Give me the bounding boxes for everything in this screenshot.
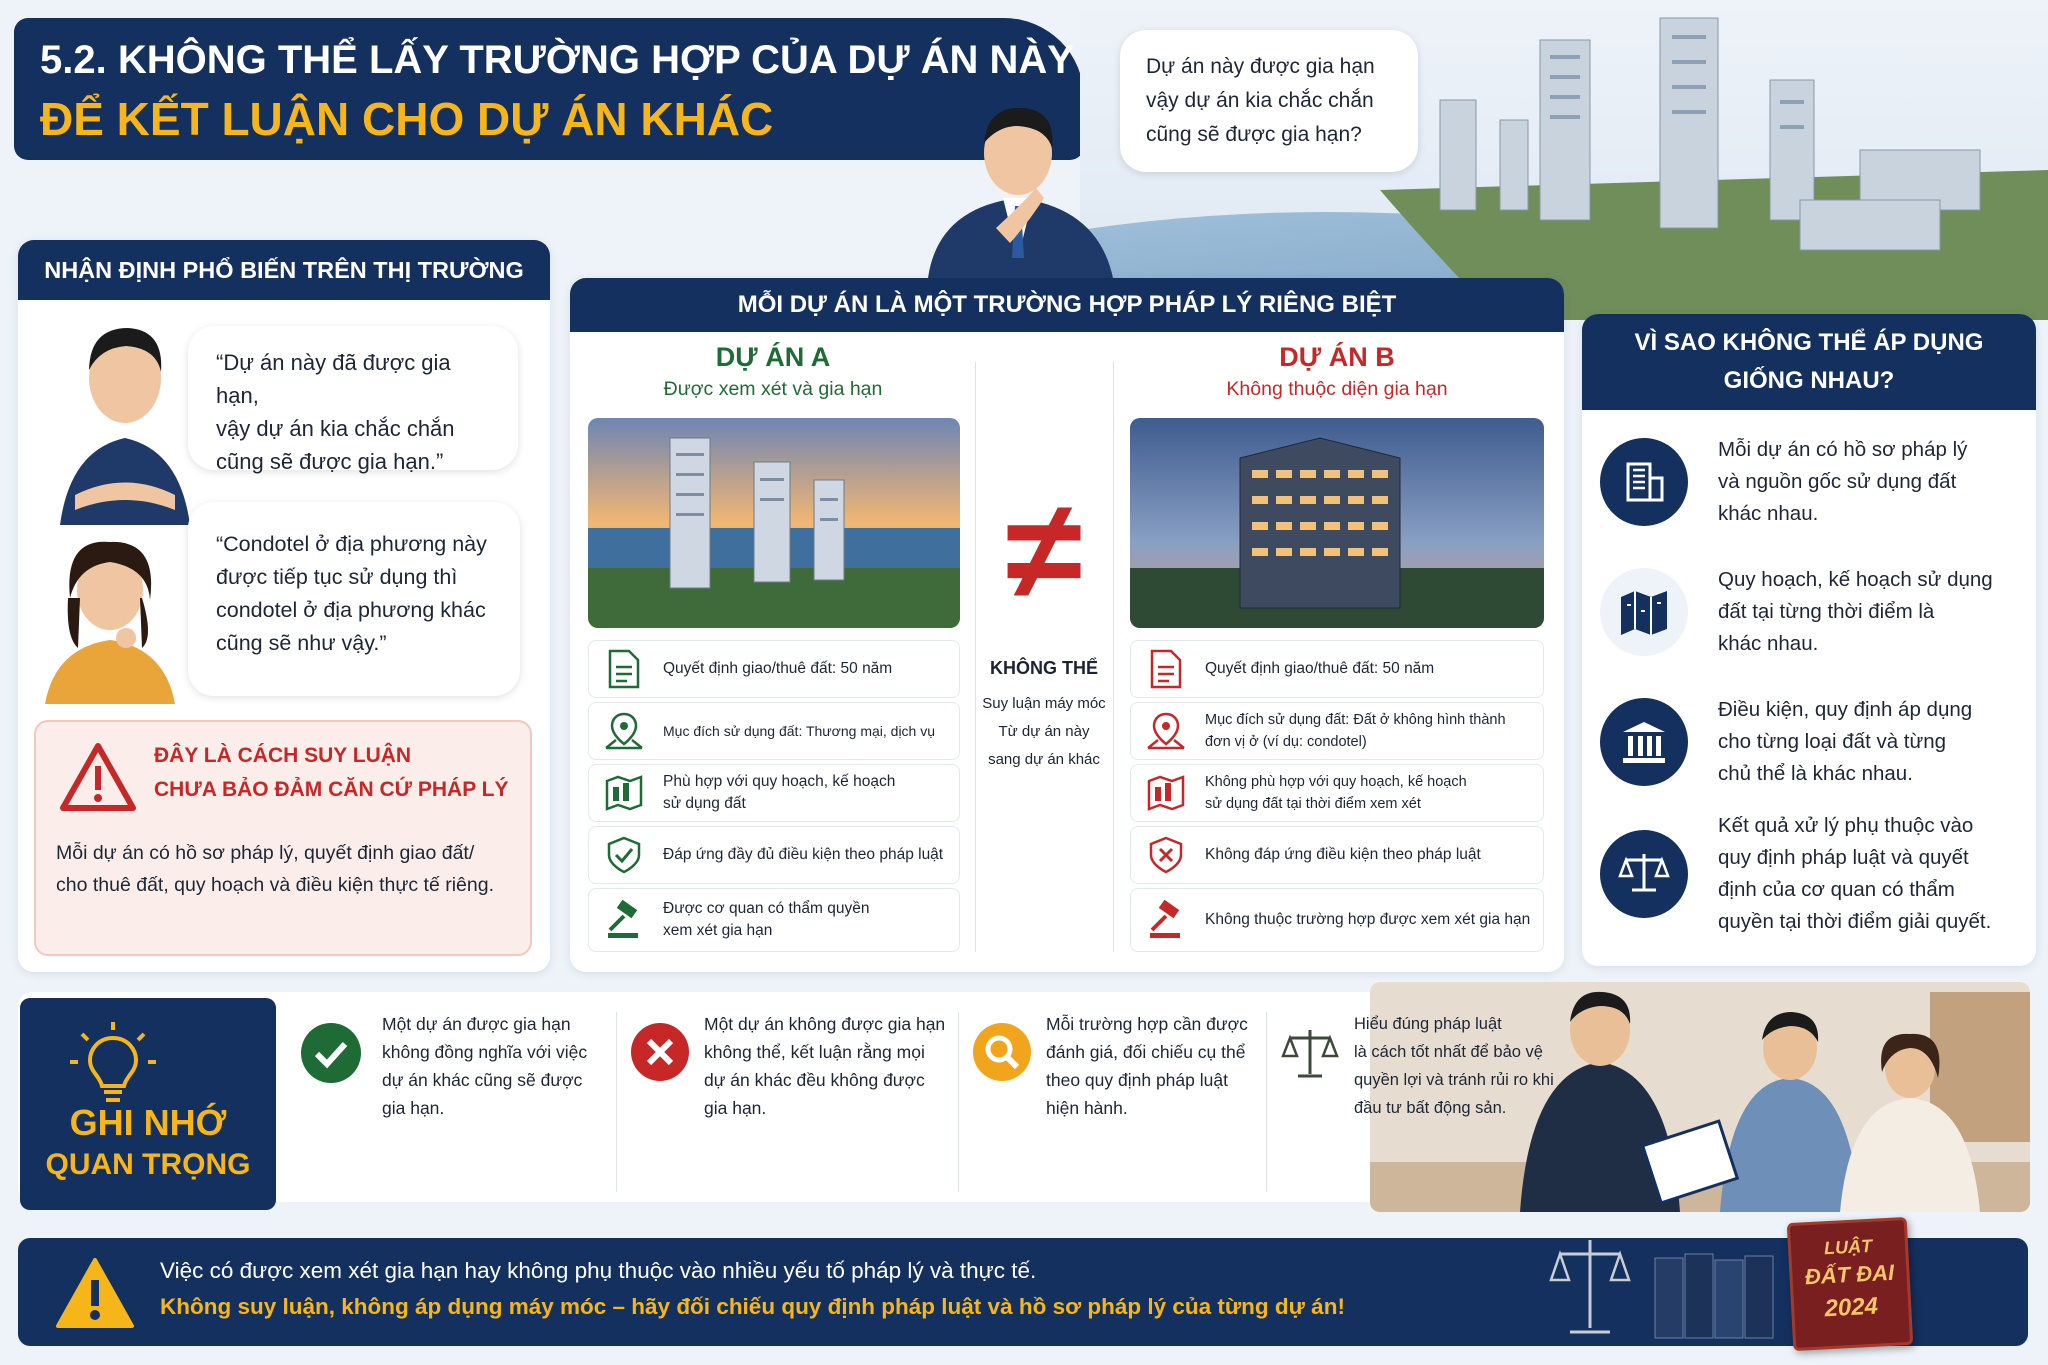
memo-line: đầu tư bất động sản.: [1354, 1099, 1507, 1117]
row-text: đơn vị ở (ví dụ: condotel): [1205, 734, 1367, 750]
book-title-1: LUẬT: [1823, 1235, 1873, 1259]
why-line: cho từng loại đất và từng: [1718, 730, 1947, 753]
market-opinion-header: [18, 240, 550, 300]
x-circle-icon: [630, 1022, 692, 1170]
why-list: [1600, 434, 2030, 938]
project-b-row-planning: [1130, 764, 1544, 822]
project-a-criteria-list: [588, 640, 960, 952]
memo-line: hiện hành.: [1046, 1098, 1128, 1118]
title-line-2: ĐỂ KẾT LUẬN CHO DỰ ÁN KHÁC: [40, 93, 774, 145]
row-text: Mục đích sử dụng đất: Thương mại, dịch vụ: [663, 723, 936, 739]
row-text: Không thuộc trường hợp được xem xét gia hạn: [1205, 911, 1531, 928]
project-a-row-conditions: [588, 826, 960, 884]
book-title-2: ĐẤT ĐAI: [1804, 1259, 1895, 1290]
why-item-documents: [1600, 434, 2030, 530]
quote-bubble-1: [188, 326, 518, 474]
scales-icon: [1280, 1026, 1342, 1170]
project-a-photo: [588, 418, 960, 628]
divider: [975, 362, 976, 952]
divider: [1113, 362, 1114, 952]
document-icon: [601, 646, 647, 692]
why-line: Quy hoạch, kế hoạch sử dụng: [1718, 568, 1993, 591]
middle-line: Từ dự án này: [998, 723, 1090, 740]
lightbulb-icon: [68, 1020, 158, 1115]
quote-line: “Dự án này đã được gia hạn,: [216, 350, 451, 408]
row-text: sử dụng đất tại thời điểm xem xét: [1205, 796, 1421, 812]
why-title-2: GIỐNG NHAU?: [1723, 367, 1895, 394]
bubble-line: vậy dự án kia chắc chắn: [1146, 89, 1374, 112]
man-arms-crossed-avatar: [60, 310, 190, 525]
row-text: Quyết định giao/thuê đất: 50 năm: [663, 660, 893, 677]
warning-text-2: cho thuê đất, quy hoạch và điều kiện thực tế riêng.: [56, 874, 495, 896]
memo-line: Một dự án không được gia hạn: [704, 1014, 946, 1034]
bubble-line: cũng sẽ được gia hạn?: [1146, 123, 1362, 146]
project-a-row-land-decision: [588, 640, 960, 698]
why-line: khác nhau.: [1718, 502, 1819, 525]
quote-line: vậy dự án kia chắc chắn: [216, 416, 455, 441]
map-pin-icon: [1143, 708, 1189, 754]
memo-item-4: [1280, 1010, 1570, 1170]
footer-line-2: Không suy luận, không áp dụng máy móc – hãy đối chiếu quy định pháp luật và hồ sơ pháp lý của từng dự án!: [160, 1294, 1345, 1319]
planning-map-icon: [601, 770, 647, 816]
why-line: và nguồn gốc sử dụng đất: [1718, 470, 1957, 493]
why-item-planning: [1600, 564, 2030, 660]
why-item-results: [1600, 810, 2030, 938]
project-b-title: DỰ ÁN B: [1279, 342, 1395, 372]
memo-line: dự án khác cũng sẽ được: [382, 1070, 583, 1090]
memo-title-2: QUAN TRỌNG: [45, 1148, 251, 1181]
check-circle-icon: [300, 1022, 366, 1170]
row-text: Đáp ứng đầy đủ điều kiện theo pháp luật: [663, 846, 944, 863]
quote-line: cũng sẽ được gia hạn.”: [216, 449, 444, 474]
warning-box: [34, 720, 532, 956]
row-text: Không đáp ứng điều kiện theo pháp luật: [1205, 846, 1481, 863]
top-speech-bubble: [1120, 30, 1418, 172]
why-line: quyền tại thời điểm giải quyết.: [1718, 910, 1992, 933]
comparison-title: MỖI DỰ ÁN LÀ MỘT TRƯỜNG HỢP PHÁP LÝ RIÊNG BIỆT: [737, 291, 1397, 318]
footer-warning-icon: [54, 1256, 136, 1335]
row-text: Mục đích sử dụng đất: Đất ở không hình thành: [1205, 712, 1506, 728]
middle-line: Suy luận máy móc: [982, 695, 1106, 712]
map-pin-icon: [601, 708, 647, 754]
why-line: quy định pháp luật và quyết: [1718, 846, 1969, 869]
why-header: [1582, 314, 2036, 410]
not-equal-icon: ≠: [1005, 471, 1083, 628]
memo-item-3: [972, 1010, 1262, 1170]
memo-line: đánh giá, đối chiếu cụ thể: [1046, 1042, 1246, 1062]
why-item-conditions: [1600, 694, 2030, 790]
project-a-row-authority: [588, 888, 960, 952]
memo-line: không thể, kết luận rằng mọi: [704, 1042, 925, 1062]
quote-line: “Condotel ở địa phương này: [216, 532, 487, 556]
warning-title-2: CHƯA BẢO ĐẢM CĂN CỨ PHÁP LÝ: [154, 778, 509, 801]
project-a-row-land-purpose: [588, 702, 960, 760]
quote-line: cũng sẽ như vậy.”: [216, 631, 387, 655]
bubble-line: Dự án này được gia hạn: [1146, 55, 1375, 78]
project-b-row-authority: [1130, 888, 1544, 952]
project-b-row-land-purpose: [1130, 702, 1544, 760]
gavel-icon: [601, 897, 647, 943]
why-line: khác nhau.: [1718, 632, 1819, 655]
memo-line: Một dự án được gia hạn: [382, 1014, 571, 1034]
title-line-1: 5.2. KHÔNG THỂ LẤY TRƯỜNG HỢP CỦA DỰ ÁN NÀY: [40, 38, 1074, 82]
comparison-header: [570, 278, 1564, 332]
memo-item-1: [300, 1010, 610, 1170]
row-text: Phù hợp với quy hoạch, kế hoạch: [663, 773, 896, 790]
shield-check-icon: [601, 832, 647, 878]
law-books-illustration: [1545, 1220, 1785, 1342]
thinking-man-illustration: [918, 98, 1123, 278]
memo-title-box: [20, 998, 276, 1210]
memo-line: theo quy định pháp luật: [1046, 1070, 1228, 1090]
project-b-photo: [1130, 418, 1544, 628]
memo-line: Hiểu đúng pháp luật: [1354, 1015, 1502, 1033]
project-b-criteria-list: [1130, 640, 1544, 952]
project-a-title: DỰ ÁN A: [715, 342, 831, 372]
book-title-3: 2024: [1823, 1292, 1879, 1323]
memo-line: gia hạn.: [704, 1098, 767, 1118]
building-icon: [1600, 438, 1688, 526]
footer-line-1: Việc có được xem xét gia hạn hay không phụ thuộc vào nhiều yếu tố pháp lý và thực tế.: [160, 1258, 1037, 1283]
memo-line: không đồng nghĩa với việc: [382, 1042, 588, 1062]
courthouse-icon: [1600, 698, 1688, 786]
memo-line: quyền lợi và tránh rủi ro khi: [1354, 1071, 1554, 1089]
why-line: định của cơ quan có thẩm: [1718, 878, 1955, 901]
project-a-subtitle: Được xem xét và gia hạn: [663, 378, 883, 400]
map-icon: [1600, 568, 1688, 656]
memo-line: Mỗi trường hợp cần được: [1046, 1014, 1248, 1034]
gavel-icon: [1143, 897, 1189, 943]
document-icon: [1143, 646, 1189, 692]
why-line: đất tại từng thời điểm là: [1718, 600, 1935, 623]
why-line: chủ thể là khác nhau.: [1718, 762, 1913, 785]
woman-thinking-avatar: [40, 528, 180, 704]
row-text: Không phù hợp với quy hoạch, kế hoạch: [1205, 774, 1467, 790]
middle-title: KHÔNG THỂ: [990, 658, 1098, 678]
planning-map-icon: [1143, 770, 1189, 816]
project-b-row-conditions: [1130, 826, 1544, 884]
project-a-row-planning: [588, 764, 960, 822]
row-text: Được cơ quan có thẩm quyền: [663, 900, 870, 917]
why-line: Điều kiện, quy định áp dụng: [1718, 698, 1973, 721]
why-line: Mỗi dự án có hồ sơ pháp lý: [1718, 438, 1968, 461]
magnifier-icon: [972, 1022, 1032, 1170]
project-b-row-land-decision: [1130, 640, 1544, 698]
row-text: Quyết định giao/thuê đất: 50 năm: [1205, 660, 1435, 677]
memo-title-1: GHI NHỚ: [69, 1102, 227, 1143]
divider: [1266, 1012, 1267, 1192]
row-text: xem xét gia hạn: [663, 922, 773, 939]
middle-text: [978, 690, 1110, 774]
market-opinion-title: NHẬN ĐỊNH PHỔ BIẾN TRÊN THỊ TRƯỜNG: [44, 256, 524, 283]
warning-triangle-icon: [60, 742, 136, 812]
row-text: sử dụng đất: [663, 795, 746, 812]
quote-line: được tiếp tục sử dụng thì: [216, 565, 458, 589]
shield-x-icon: [1143, 832, 1189, 878]
memo-line: dự án khác đều không được: [704, 1070, 925, 1090]
why-title-1: VÌ SAO KHÔNG THỂ ÁP DỤNG: [1634, 329, 1984, 356]
warning-text-1: Mỗi dự án có hồ sơ pháp lý, quyết định giao đất/: [56, 842, 475, 864]
scales-icon: [1600, 830, 1688, 918]
why-line: Kết quả xử lý phụ thuộc vào: [1718, 814, 1974, 837]
memo-item-2: [630, 1010, 960, 1170]
land-law-book: [1787, 1217, 1914, 1351]
divider: [616, 1012, 617, 1192]
quote-line: condotel ở địa phương khác: [216, 598, 486, 622]
warning-title-1: ĐÂY LÀ CÁCH SUY LUẬN: [154, 744, 412, 767]
divider: [958, 1012, 959, 1192]
memo-line: là cách tốt nhất để bảo vệ: [1354, 1043, 1543, 1061]
project-b-subtitle: Không thuộc diện gia hạn: [1226, 378, 1448, 400]
quote-bubble-2: [188, 502, 520, 696]
middle-line: sang dự án khác: [988, 751, 1100, 768]
memo-line: gia hạn.: [382, 1098, 445, 1118]
